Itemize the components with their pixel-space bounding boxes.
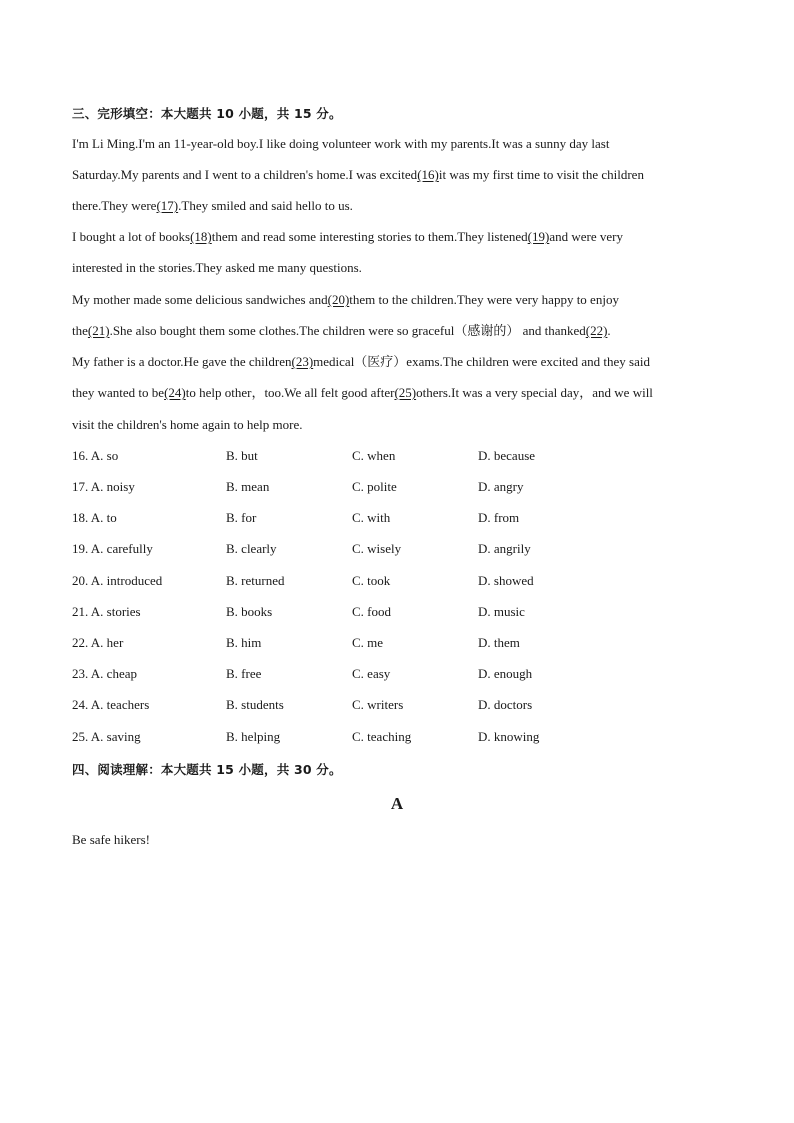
option-a[interactable]: 19. A. carefully — [72, 541, 153, 556]
option-b[interactable]: B. him — [226, 635, 262, 650]
passage-text: and were very — [549, 229, 623, 244]
passage-text: I'm Li Ming.I'm an 11-year-old boy.I like doing volunteer work with my parents.It was a sunny day last — [72, 136, 610, 151]
option-b[interactable]: B. but — [226, 448, 258, 463]
passage-text: visit the children's home again to help more. — [72, 417, 303, 432]
question-row — [72, 448, 712, 464]
blank-marker: (25) — [394, 385, 417, 400]
option-c[interactable]: C. with — [352, 510, 391, 525]
question-row — [72, 573, 712, 589]
option-c[interactable]: C. wisely — [352, 541, 402, 556]
passage-line — [72, 167, 644, 183]
option-d[interactable]: D. because — [478, 448, 536, 463]
blank-marker: (22) — [585, 323, 608, 338]
option-c[interactable]: C. took — [352, 573, 391, 588]
option-a[interactable]: 20. A. introduced — [72, 573, 163, 588]
option-a[interactable]: 18. A. to — [72, 510, 117, 525]
option-a[interactable]: 23. A. cheap — [72, 666, 137, 681]
option-d[interactable]: D. from — [478, 510, 520, 525]
option-b[interactable]: B. helping — [226, 729, 281, 744]
blank-marker: (21) — [87, 323, 110, 338]
passage-text: them to the children.They were very happy to enjoy — [349, 292, 619, 307]
question-row — [72, 666, 712, 682]
passage-text: .They smiled and said hello to us. — [178, 198, 353, 213]
option-a[interactable]: 17. A. noisy — [72, 479, 135, 494]
option-b[interactable]: B. books — [226, 604, 273, 619]
passage-text: .She also bought them some clothes.The children were so graceful（感谢的） and thanked — [109, 323, 586, 338]
option-c[interactable]: C. writers — [352, 697, 404, 712]
option-b[interactable]: B. free — [226, 666, 262, 681]
passage-letter: A — [390, 794, 404, 813]
option-a[interactable]: 16. A. so — [72, 448, 119, 463]
passage-line — [72, 323, 611, 339]
passage-text: others.It was a very special day，and we will — [416, 385, 653, 400]
passage-text: there.They were — [72, 198, 157, 213]
option-d[interactable]: D. enough — [478, 666, 533, 681]
option-b[interactable]: B. for — [226, 510, 257, 525]
passage-text: it was my first time to visit the children — [438, 167, 644, 182]
passage-text: the — [72, 323, 88, 338]
option-b[interactable]: B. mean — [226, 479, 270, 494]
blank-marker: (23) — [291, 354, 314, 369]
option-c[interactable]: C. me — [352, 635, 384, 650]
passage-line — [72, 198, 353, 214]
passage-line — [72, 260, 362, 276]
option-c[interactable]: C. teaching — [352, 729, 412, 744]
passage-line — [72, 292, 619, 308]
option-b[interactable]: B. returned — [226, 573, 285, 588]
blank-marker: (20) — [327, 292, 350, 307]
option-a[interactable]: 24. A. teachers — [72, 697, 150, 712]
blank-marker: (24) — [164, 385, 186, 400]
option-c[interactable]: C. polite — [352, 479, 397, 494]
option-d[interactable]: D. them — [478, 635, 520, 650]
passage-text: them and read some interesting stories to them.They listened — [211, 229, 528, 244]
question-row — [72, 604, 712, 620]
passage-text: to help other，too.We all felt good after — [185, 385, 395, 400]
question-row — [72, 479, 712, 495]
option-c[interactable]: C. food — [352, 604, 391, 619]
option-a[interactable]: 25. A. saving — [72, 729, 141, 744]
option-b[interactable]: B. clearly — [226, 541, 277, 556]
option-a[interactable]: 21. A. stories — [72, 604, 141, 619]
passage-text: . — [607, 323, 611, 338]
section-3-heading: 三、完形填空：本大题共 10 小题，共 15 分。 — [72, 106, 342, 121]
passage-text: My mother made some delicious sandwiches and — [72, 292, 328, 307]
question-row — [72, 729, 712, 745]
question-row — [72, 635, 712, 651]
passage-text: they wanted to be — [72, 385, 165, 400]
option-d[interactable]: D. angry — [478, 479, 524, 494]
option-d[interactable]: D. showed — [478, 573, 534, 588]
option-c[interactable]: C. when — [352, 448, 396, 463]
passage-text: Saturday.My parents and I went to a children's home.I was excited — [72, 167, 418, 182]
option-b[interactable]: B. students — [226, 697, 284, 712]
passage-text: medical（医疗）exams.The children were excited and they said — [313, 354, 650, 369]
passage-line — [72, 229, 623, 245]
passage-line — [72, 136, 609, 152]
question-row — [72, 541, 712, 557]
passage-line — [72, 354, 650, 370]
passage-text: I bought a lot of books — [72, 229, 191, 244]
question-row — [72, 510, 712, 526]
passage-line — [72, 385, 653, 401]
blank-marker: (19) — [527, 229, 550, 244]
option-c[interactable]: C. easy — [352, 666, 391, 681]
section-4-heading: 四、阅读理解：本大题共 15 小题，共 30 分。 — [72, 762, 342, 777]
option-d[interactable]: D. angrily — [478, 541, 531, 556]
passage-text: interested in the stories.They asked me many questions. — [72, 260, 362, 275]
blank-marker: (17) — [156, 198, 179, 213]
passage-line — [72, 417, 303, 433]
option-d[interactable]: D. doctors — [478, 697, 533, 712]
blank-marker: (18) — [190, 229, 212, 244]
blank-marker: (16) — [417, 167, 439, 182]
option-d[interactable]: D. knowing — [478, 729, 540, 744]
passage-title: Be safe hikers! — [72, 832, 150, 847]
option-d[interactable]: D. music — [478, 604, 525, 619]
question-row — [72, 697, 712, 713]
option-a[interactable]: 22. A. her — [72, 635, 124, 650]
passage-text: My father is a doctor.He gave the children — [72, 354, 292, 369]
